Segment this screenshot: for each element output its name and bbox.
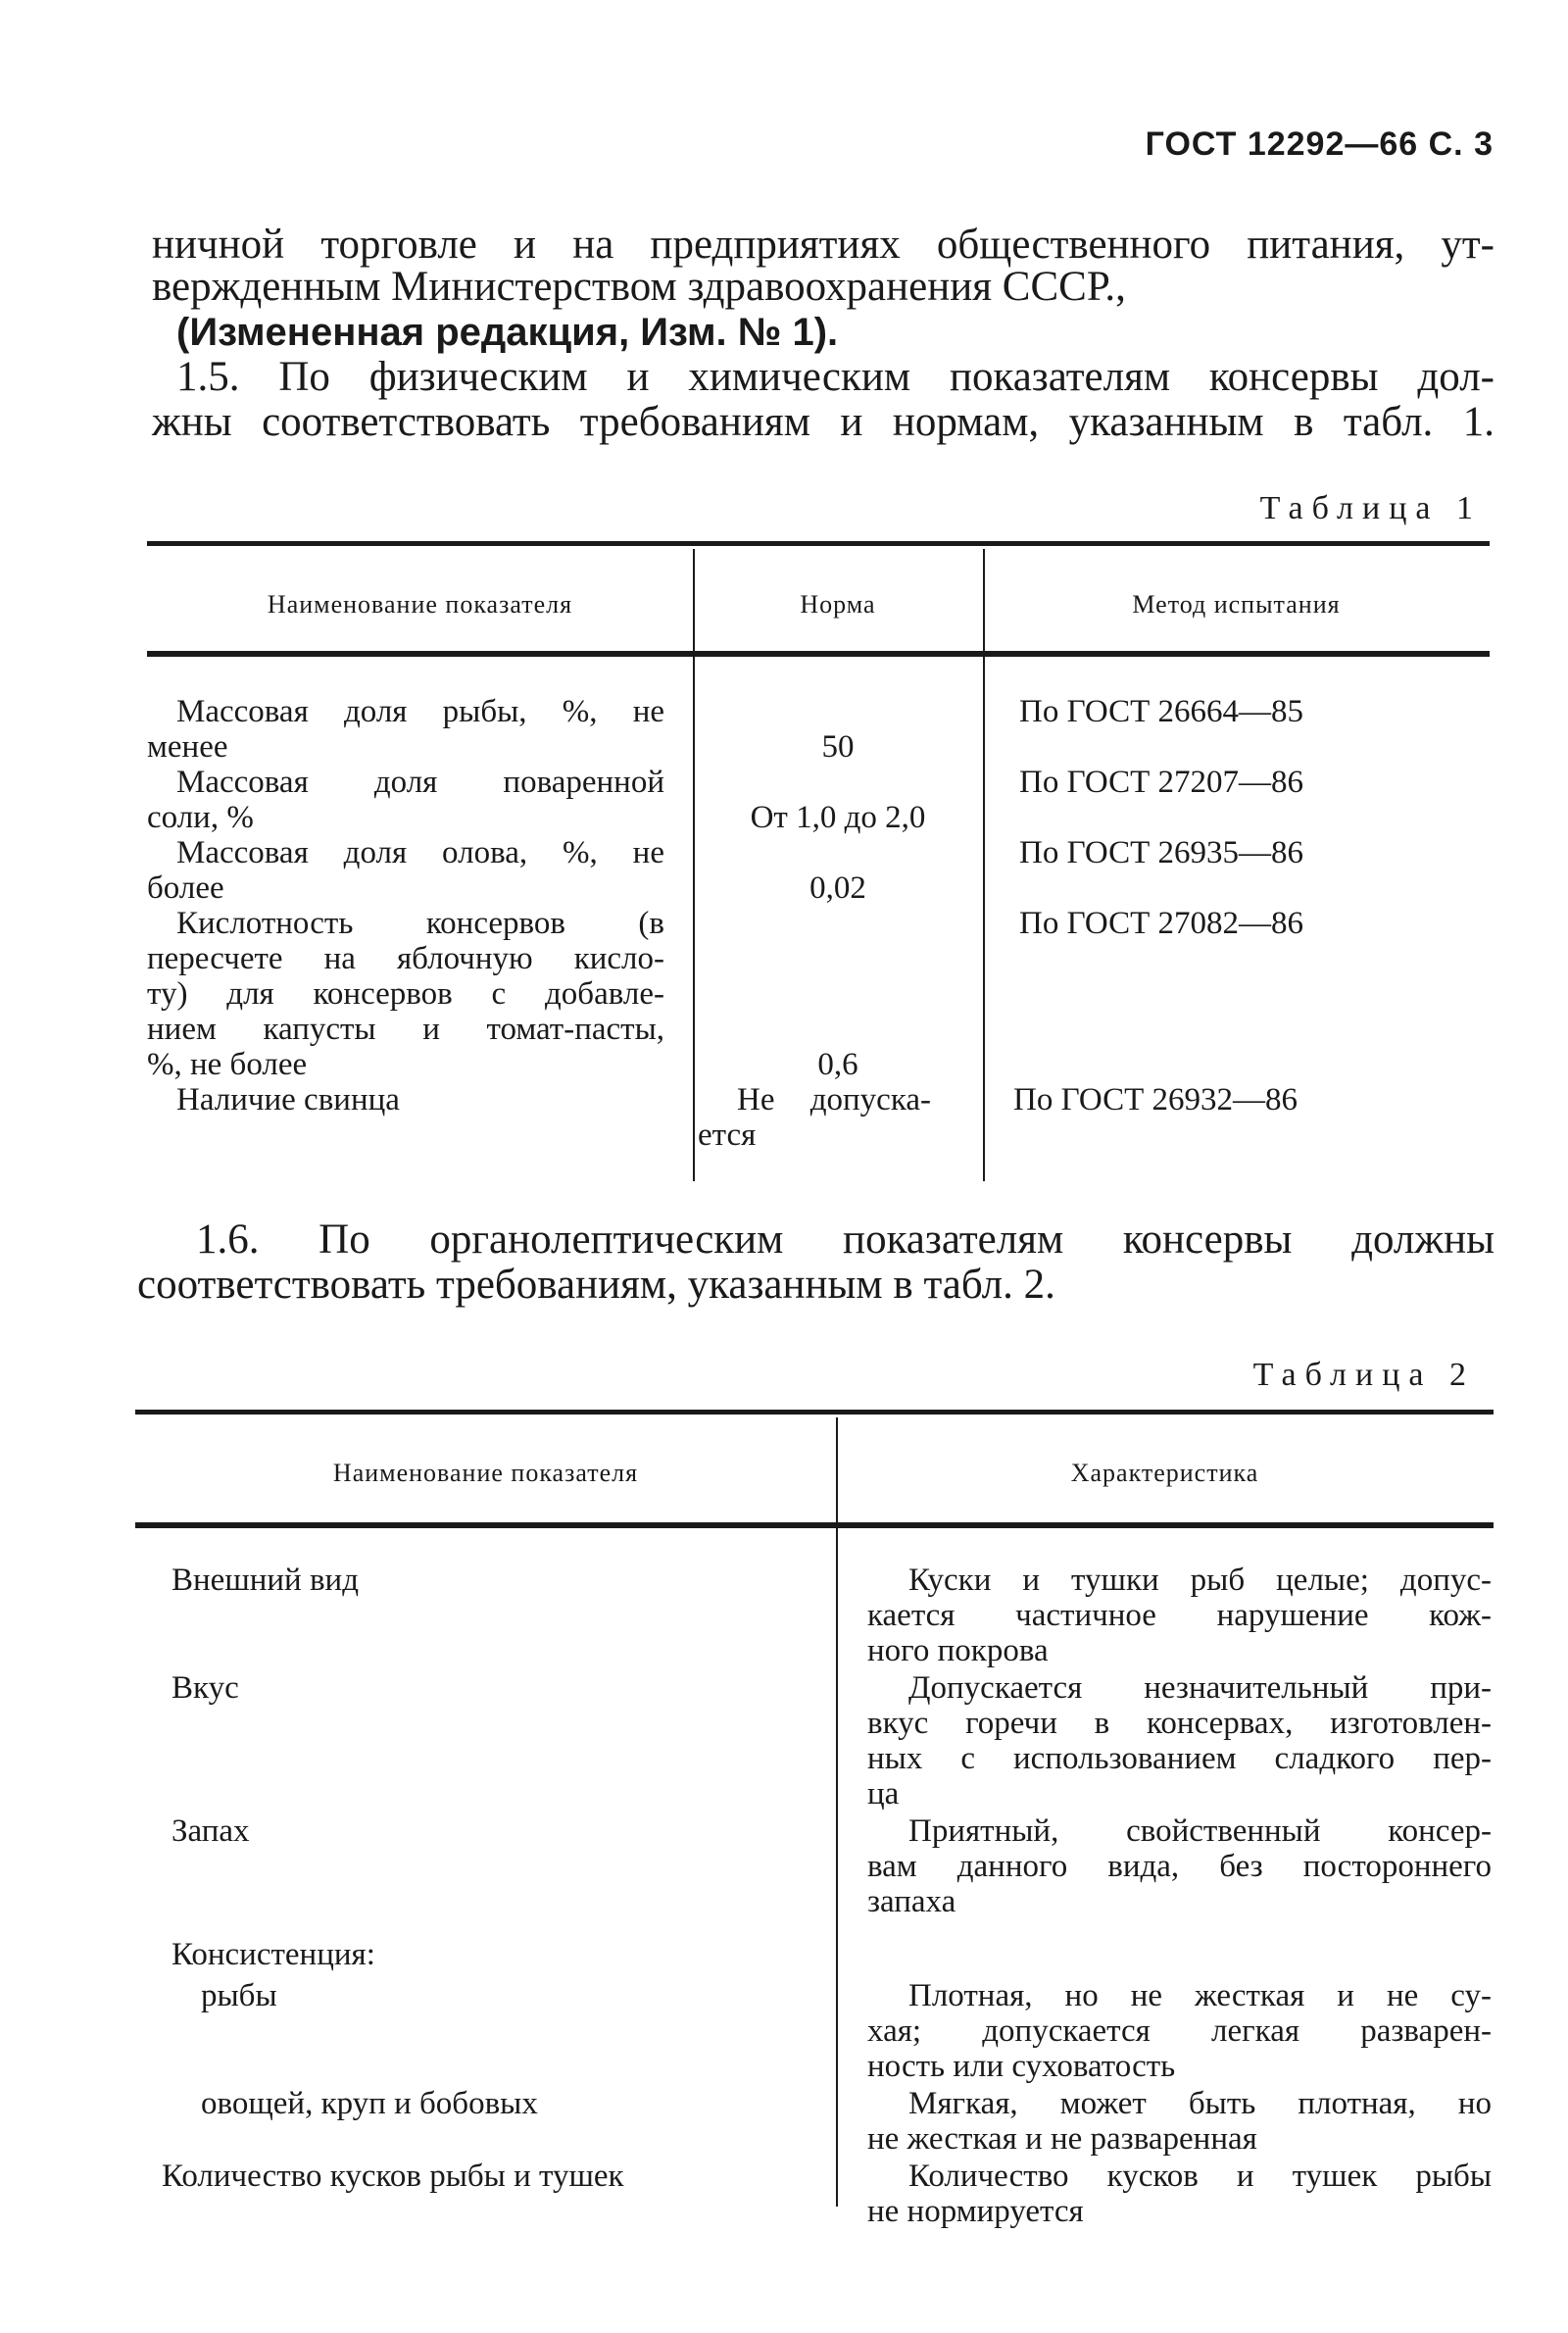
table1-r5-name-l1: Наличие свинца [176, 1082, 400, 1117]
table2-header-rule [135, 1522, 1494, 1528]
table2-r1-char-l1: Куски и тушки рыб целые; допус- [908, 1563, 1492, 1598]
table2-r3-char-l1: Приятный, свойственный консер- [908, 1813, 1492, 1849]
table1-r1-norm: 50 [821, 729, 855, 765]
table1-caption: Таблица 1 [1259, 490, 1482, 526]
table1-header-name: Наименование показателя [267, 590, 573, 619]
table2-r7-char-l1: Количество кусков и тушек рыбы [908, 2159, 1492, 2194]
table2-r5-char-l2: хая; допускается легкая разварен- [867, 2013, 1492, 2049]
table1-r4-name-l3: ту) для консервов с добавле- [147, 976, 664, 1012]
table1-r5-method: По ГОСТ 26932—86 [1013, 1082, 1298, 1117]
table2-r2-char-l4: ца [867, 1776, 900, 1812]
table2-r6-char-l2: не жесткая и не разваренная [867, 2121, 1257, 2157]
table2-r1-char-l2: кается частичное нарушение кож- [867, 1598, 1492, 1633]
table1-r3-method: По ГОСТ 26935—86 [1019, 835, 1303, 870]
table1-r4-method: По ГОСТ 27082—86 [1019, 906, 1303, 941]
table2-r2-name: Вкус [172, 1670, 239, 1706]
table2-r1-name: Внешний вид [172, 1563, 359, 1598]
table2-col-divider [836, 1417, 838, 2207]
table1-r1-name-l1: Массовая доля рыбы, %, не [176, 694, 664, 729]
table2-r6-char-l1: Мягкая, может быть плотная, но [908, 2086, 1492, 2121]
table2-r7-name: Количество кусков рыбы и тушек [162, 2159, 624, 2194]
table1-r4-name-l4: нием капусты и томат-пасты, [147, 1012, 664, 1047]
clause-1-6-line-2: соответствовать требованиям, указанным в табл. 2. [137, 1262, 1055, 1308]
amendment-note: (Измененная редакция, Изм. № 1). [176, 311, 839, 354]
table2-r5-char-l1: Плотная, но не жесткая и не су- [908, 1978, 1492, 2013]
table1-r3-name-l2: более [147, 870, 224, 906]
table1-header-method: Метод испытания [1132, 590, 1341, 619]
clause-1-5-line-2: жны соответствовать требованиям и нормам, указанным в табл. 1. [152, 399, 1494, 445]
table1-col-divider-1 [693, 549, 695, 1181]
table2-r7-char-l2: не нормируется [867, 2194, 1084, 2229]
table2-r3-char-l2: вам данного вида, без постороннего [867, 1849, 1492, 1884]
table1-r5-norm-l1: Не допуска- [737, 1082, 931, 1117]
table1-header-norm: Норма [800, 590, 876, 619]
table1-r4-name-l1: Кислотность консервов (в [176, 906, 664, 941]
table1-r4-name-l5: %, не более [147, 1047, 308, 1082]
table2-header-name: Наименование показателя [332, 1459, 639, 1487]
clause-1-5-line-1: 1.5. По физическим и химическим показателям консервы дол- [176, 354, 1494, 400]
table2-r2-char-l1: Допускается незначительный при- [908, 1670, 1492, 1706]
table2-r6-name: овощей, круп и бобовых [201, 2086, 538, 2121]
table1-r2-norm: От 1,0 до 2,0 [750, 800, 926, 835]
table1-r2-name-l1: Массовая доля поваренной [176, 765, 664, 800]
intro-line-2: вержденным Министерством здравоохранения СССР., [152, 264, 1126, 310]
clause-1-6-line-1: 1.6. По органолептическим показателям консервы должны [196, 1216, 1494, 1263]
table1-header-rule [147, 651, 1490, 657]
table1-r3-norm: 0,02 [809, 870, 866, 906]
table1-top-rule [147, 541, 1490, 546]
table1-r5-norm-l2: ется [698, 1117, 757, 1153]
table2-caption: Таблица 2 [1252, 1357, 1475, 1393]
document-header: ГОСТ 12292—66 С. 3 [1145, 125, 1494, 163]
table1-r2-method: По ГОСТ 27207—86 [1019, 765, 1303, 800]
table1-r3-name-l1: Массовая доля олова, %, не [176, 835, 664, 870]
table2-r2-char-l3: ных с использованием сладкого пер- [867, 1741, 1492, 1776]
table1-r2-name-l2: соли, % [147, 800, 254, 835]
table2-r4-name: Консистенция: [172, 1937, 375, 1972]
table1-r4-name-l2: пересчете на яблочную кисло- [147, 941, 664, 976]
table2-r1-char-l3: ного покрова [867, 1633, 1049, 1668]
table2-r5-name: рыбы [201, 1978, 277, 2013]
table1-r1-method: По ГОСТ 26664—85 [1019, 694, 1303, 729]
table1-r4-norm: 0,6 [817, 1047, 858, 1082]
table2-r3-name: Запах [172, 1813, 250, 1849]
table2-r5-char-l3: ность или суховатость [867, 2049, 1176, 2084]
table1-r1-name-l2: менее [147, 729, 228, 765]
table1-col-divider-2 [983, 549, 985, 1181]
intro-line-1: ничной торговле и на предприятиях общественного питания, ут- [152, 222, 1494, 268]
table2-r3-char-l3: запаха [867, 1884, 956, 1919]
table2-r2-char-l2: вкус горечи в консервах, изготовлен- [867, 1706, 1492, 1741]
table2-top-rule [135, 1410, 1494, 1415]
table2-header-char: Характеристика [1070, 1459, 1259, 1487]
